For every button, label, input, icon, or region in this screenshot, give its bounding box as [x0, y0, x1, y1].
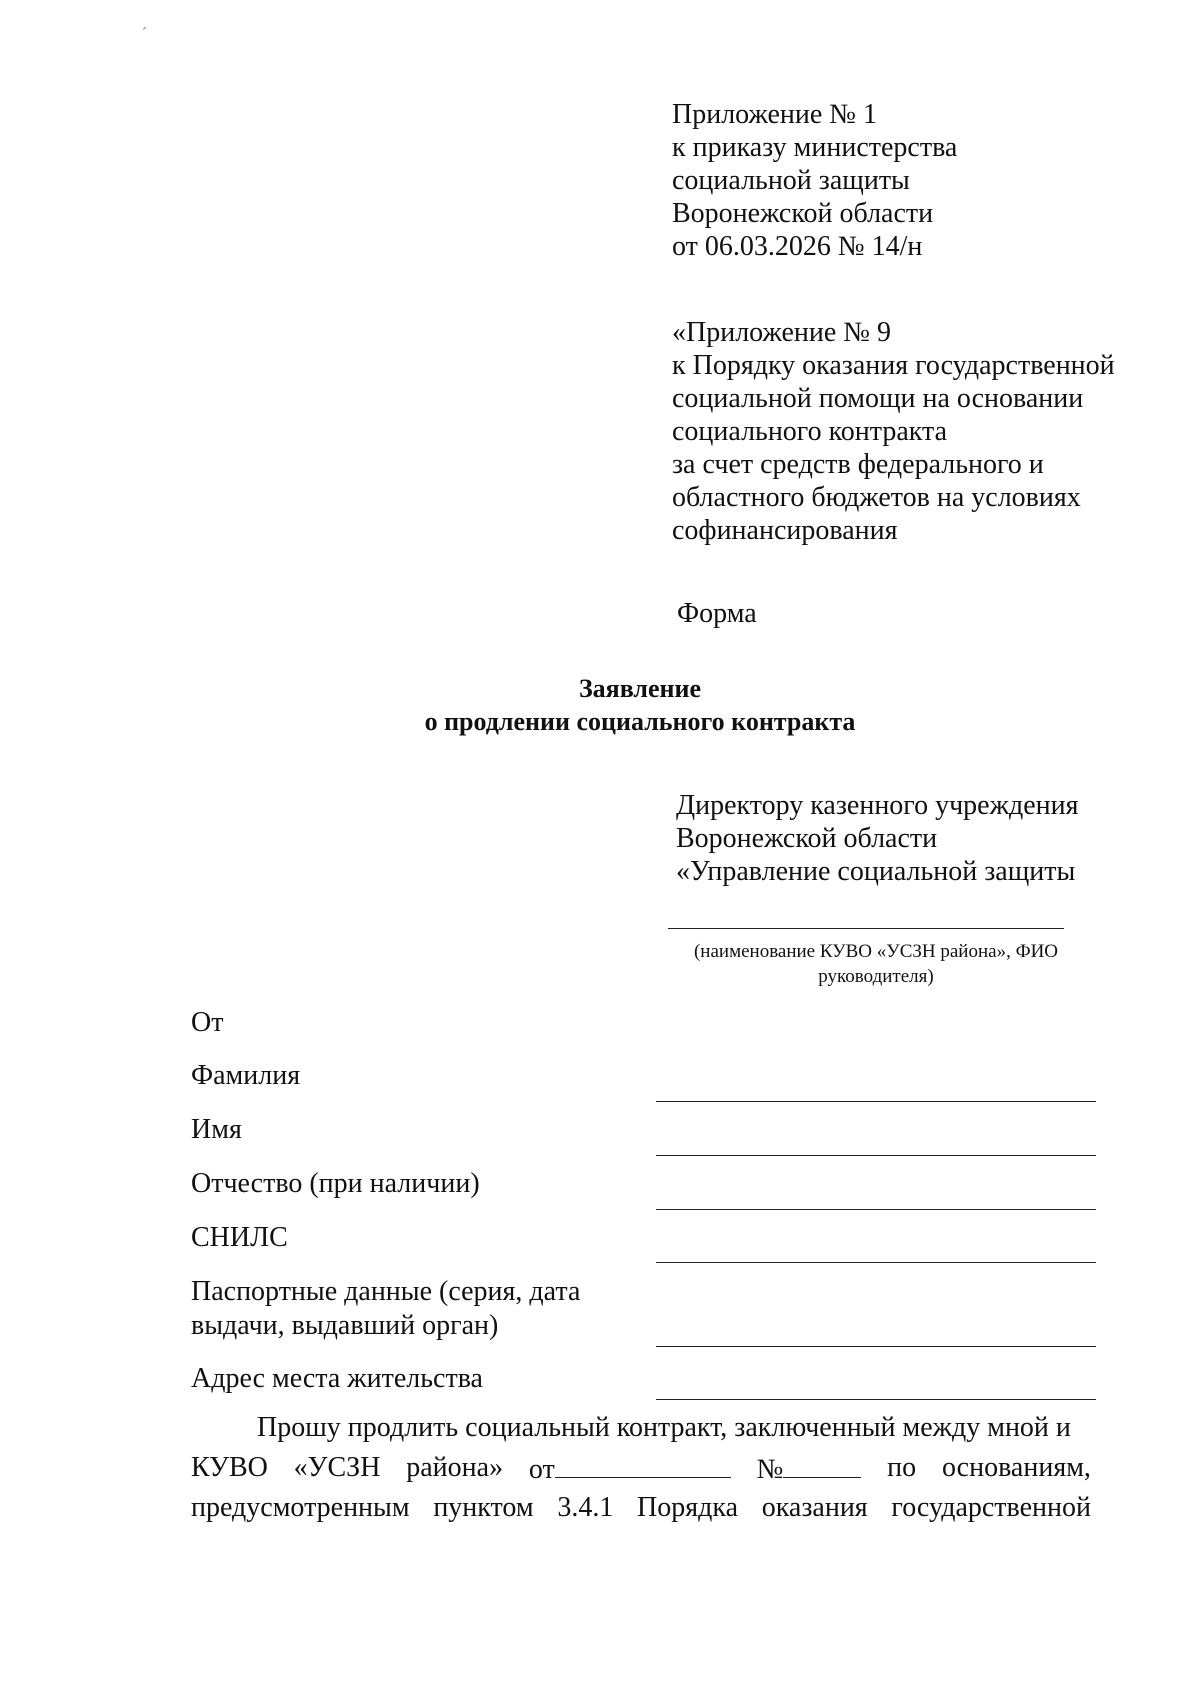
- request-word: Порядка: [637, 1492, 738, 1523]
- request-word: основаниям,: [941, 1452, 1091, 1483]
- snils-field[interactable]: [656, 1262, 1096, 1263]
- contract-date-field[interactable]: [555, 1451, 731, 1478]
- title-line-1: Заявление: [578, 674, 702, 703]
- from-label: От: [191, 1007, 224, 1038]
- approval-header-2-line: социальной помощи на основании: [672, 383, 1084, 414]
- passport-label-line-1: Паспортные данные (серия, дата: [191, 1276, 581, 1307]
- request-word: государственной: [891, 1492, 1091, 1523]
- contract-number-group: [757, 1451, 862, 1487]
- passport-label-line-2: выдачи, выдавший орган): [191, 1310, 499, 1341]
- addressee-line: «Управление социальной защиты: [676, 856, 1076, 887]
- form-label: Форма: [677, 598, 757, 629]
- addressee-line: Директору казенного учреждения: [676, 790, 1079, 821]
- stray-mark: ´: [142, 26, 147, 41]
- approval-header-1-line: к приказу министерства: [672, 132, 958, 163]
- request-word: пунктом: [433, 1492, 534, 1523]
- snils-label: СНИЛС: [191, 1222, 288, 1253]
- request-word: по: [887, 1452, 917, 1483]
- director-field-caption: [676, 939, 1076, 989]
- request-line-3: [191, 1491, 1091, 1525]
- title-line-2: о продлении социального контракта: [424, 707, 856, 736]
- approval-header-1-line: Воронежской области: [672, 198, 934, 229]
- request-line-1: Прошу продлить социальный контракт, заключенный между мной и: [257, 1412, 1071, 1443]
- document-title: [0, 672, 1200, 738]
- approval-header-1-line: от 06.03.2026 № 14/н: [672, 231, 923, 262]
- surname-field[interactable]: [656, 1101, 1096, 1102]
- request-word: №: [756, 1454, 784, 1485]
- approval-header-2-line: к Порядку оказания государственной: [672, 350, 1115, 381]
- caption-line-2: руководителя): [818, 966, 934, 987]
- passport-field[interactable]: [656, 1346, 1096, 1347]
- patronymic-label: Отчество (при наличии): [191, 1168, 480, 1199]
- address-label: Адрес места жительства: [191, 1363, 483, 1394]
- contract-number-field[interactable]: [783, 1451, 861, 1478]
- request-word: предусмотренным: [191, 1492, 410, 1523]
- addressee-block: [676, 789, 1078, 888]
- request-paragraph: [191, 1411, 1091, 1531]
- name-field[interactable]: [656, 1155, 1096, 1156]
- request-word: района»: [406, 1452, 504, 1483]
- approval-header-2: [672, 316, 1115, 547]
- director-name-field[interactable]: [668, 928, 1064, 929]
- request-word: от: [528, 1454, 555, 1485]
- approval-header-2-line: областного бюджетов на условиях: [672, 482, 1081, 513]
- approval-header-2-line: софинансирования: [672, 515, 898, 546]
- approval-header-1-line: Приложение № 1: [672, 99, 877, 130]
- contract-date-group: [529, 1451, 731, 1487]
- approval-header-1: [672, 98, 957, 263]
- caption-line-1: (наименование КУВО «УСЗН района», ФИО: [693, 941, 1059, 962]
- approval-header-2-line: за счет средств федерального и: [672, 449, 1044, 480]
- surname-label: Фамилия: [191, 1060, 301, 1091]
- request-word: «УСЗН: [293, 1452, 381, 1483]
- patronymic-field[interactable]: [656, 1209, 1096, 1210]
- addressee-line: Воронежской области: [676, 823, 938, 854]
- approval-header-2-line: «Приложение № 9: [672, 317, 891, 348]
- approval-header-1-line: социальной защиты: [672, 165, 910, 196]
- request-word: оказания: [761, 1492, 868, 1523]
- request-line-2: [191, 1451, 1091, 1487]
- request-word: КУВО: [191, 1452, 268, 1483]
- name-label: Имя: [191, 1114, 242, 1145]
- request-word: 3.4.1: [557, 1492, 614, 1523]
- address-field[interactable]: [656, 1399, 1096, 1400]
- approval-header-2-line: социального контракта: [672, 416, 947, 447]
